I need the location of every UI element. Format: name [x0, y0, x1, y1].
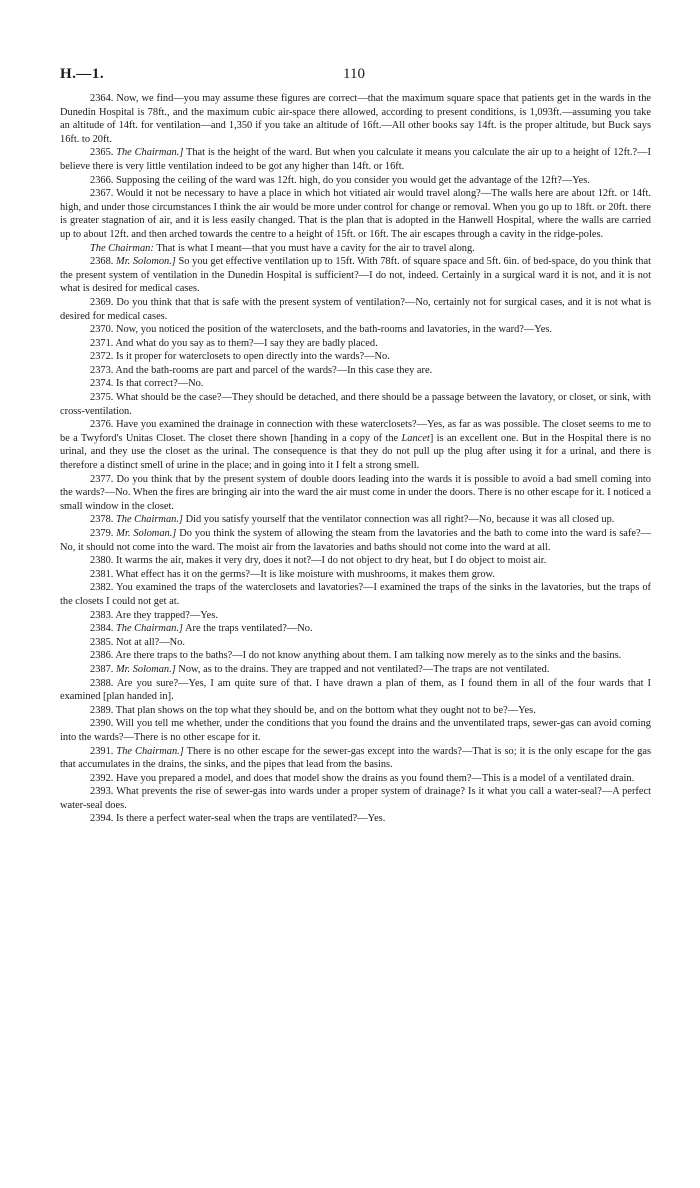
paragraph-text: 2374. Is that correct?—No.: [90, 378, 204, 390]
paragraph-text: 2364. Now, we find—you may assume these figures are correct—that the maximum square space that patients get in the wards in the Dunedin Hospital is 78ft., and the maximum cubic air-space there allowed, according to present conditions, is 1,093ft.—assuming you take an altitude of 14ft. for ventilation—and 1,350 if you take an altitude of 16ft.—All other books say 14ft. is the proper altitude, but Buck says 16ft. to 20ft.: [60, 93, 651, 145]
paragraph-text: 2386. Are there traps to the baths?—I do not know anything about them. I am talking now merely as to the sinks and the basins.: [90, 650, 622, 662]
paragraph-text: There is no other escape for the sewer-gas except into the wards?—That is so; it is the only escape for the gas that accumulates in the drains, the sinks, and the pipes that lead from the basins.: [60, 745, 651, 771]
paragraph-text: 2389. That plan shows on the top what they should be, and on the bottom what they ought not to be?—Yes.: [90, 704, 536, 716]
paragraph-text: 2383. Are they trapped?—Yes.: [90, 609, 218, 621]
paragraph: [60, 337, 651, 351]
paragraph: [60, 717, 651, 744]
paragraph-text: 2382. You examined the traps of the waterclosets and lavatories?—I examined the traps of the sinks in the lavatories, but the traps of the closets I could not get at.: [60, 582, 651, 607]
paragraph-text: ] is an excellent one. But in the Hospital there is no urinal, and they use the closet as the urinal. The consequence is that they do not pull up the plug after using it for a urinal, and there is therefore a distinct smell of urine in the place; and in going into it I felt a strong smell.: [60, 432, 651, 472]
paragraph: [60, 377, 651, 391]
paragraph: [60, 473, 651, 514]
paragraph-text: 2375. What should be the case?—They should be detached, and there should be a passage between the lavatory, or closet, or sink, with cross-ventilation.: [60, 392, 651, 417]
paragraph-text: 2373. And the bath-rooms are part and parcel of the wards?—In this case they are.: [90, 364, 433, 376]
paragraph: [60, 554, 651, 568]
italic-title: Lancet: [401, 432, 430, 444]
page-header: [60, 0, 651, 92]
speaker-name: Mr. Soloman.]: [116, 663, 176, 675]
speaker-name: The Chairman.]: [116, 623, 183, 635]
document-code: H.—1.: [60, 66, 105, 82]
paragraph: [60, 187, 651, 241]
paragraph-text: 2392. Have you prepared a model, and does that model show the drains as you found them?—This is a model of a ventilated drain.: [90, 772, 635, 784]
paragraph: [60, 785, 651, 812]
question-number: 2391.: [90, 745, 114, 757]
paragraph: [60, 636, 651, 650]
paragraph: [60, 350, 651, 364]
paragraph-text: 2385. Not at all?—No.: [90, 636, 185, 648]
paragraph-text: 2381. What effect has it on the germs?—It is like moisture with mushrooms, it makes them grow.: [90, 568, 495, 580]
paragraph: [60, 527, 651, 554]
page-number: 110: [343, 66, 365, 82]
paragraph: [60, 677, 651, 704]
question-number: 2368.: [90, 256, 114, 268]
paragraph: [60, 364, 651, 378]
paragraph: [60, 323, 651, 337]
paragraph-text: 2372. Is it proper for waterclosets to open directly into the wards?—No.: [90, 351, 390, 363]
paragraph-text: 2371. And what do you say as to them?—I say they are badly placed.: [90, 337, 378, 349]
paragraph: [60, 622, 651, 636]
paragraph: [60, 242, 651, 256]
paragraph: [60, 146, 651, 173]
paragraph-text: 2394. Is there a perfect water-seal when the traps are ventilated?—Yes.: [90, 813, 386, 825]
document-body: [60, 92, 651, 826]
paragraph: [60, 581, 651, 608]
paragraph: [60, 663, 651, 677]
paragraph-text: Now, as to the drains. They are trapped and not ventilated?—The traps are not ventilated.: [175, 663, 550, 675]
paragraph: [60, 812, 651, 826]
question-number: 2365.: [90, 147, 114, 159]
question-number: 2378.: [90, 514, 114, 526]
paragraph-text: 2390. Will you tell me whether, under the conditions that you found the drains and the unventilated traps, sewer-gas can avoid coming into the wards?—There is no other escape for it.: [60, 718, 651, 743]
paragraph-text: 2393. What prevents the rise of sewer-gas into wards under a proper system of drainage? Is it what you call a water-seal?—A perfect water-seal does.: [60, 786, 651, 811]
paragraph: [60, 391, 651, 418]
speaker-name: The Chairman.]: [116, 147, 184, 159]
paragraph-text: 2380. It warms the air, makes it very dry, does it not?—I do not object to dry heat, but I do object to moist air.: [90, 555, 547, 567]
paragraph: [60, 255, 651, 296]
paragraph-text: 2376. Have you examined the drainage in connection with these waterclosets?—Yes, as far as was possible. The closet seems to me to be a Twyford's Unitas Closet. The closet there shown [handing in a copy of the: [60, 419, 651, 444]
speaker-name: The Chairman.]: [116, 514, 183, 526]
paragraph-text: Do you think the system of allowing the steam from the lavatories and the bath to come into the ward is safe?—No, it should not come into the ward. The moist air from the lavatories and baths should not come into the ward at all.: [60, 528, 651, 553]
speaker-name: The Chairman.]: [116, 745, 184, 757]
paragraph: [60, 92, 651, 146]
paragraph-text: That is what I meant—that you must have a cavity for the air to travel along.: [153, 242, 475, 254]
paragraph-text: 2377. Do you think that by the present system of double doors leading into the wards it is possible to avoid a bad smell coming into the wards?—No. When the fires are bringing air into the ward the air must come in under the doors. There is no other escape for it. I noticed a small window in the closet.: [60, 473, 651, 512]
question-number: 2384.: [90, 623, 114, 635]
paragraph: [60, 704, 651, 718]
paragraph: [60, 772, 651, 786]
paragraph: [60, 745, 651, 772]
speaker-name: Mr. Soloman.]: [116, 528, 177, 539]
paragraph-text: That is the height of the ward. But when you calculate it means you calculate the air up to a height of 12ft.?—I believe there is very little ventilation indeed to be got any higher than 14ft. or 16ft.: [60, 147, 651, 172]
question-number: 2379.: [90, 528, 114, 539]
paragraph-text: So you get effective ventilation up to 15ft. With 78ft. of square space and 5ft. 6in. of bed-space, do you think that the present system of ventilation in the Dunedin Hospital is sufficient?—I do not, indeed. Certainly in a surgical ward it is not, and it is not what is desired for medical cases.: [60, 256, 651, 295]
paragraph: [60, 609, 651, 623]
speaker-name: The Chairman:: [90, 242, 154, 254]
paragraph-text: 2367. Would it not be necessary to have a place in which hot vitiated air would travel along?—The walls here are about 12ft. or 14ft. high, and under those circumstances I think the air would be more under control for change or removal. When you go up to 18ft. or 20ft. there is greater stagnation of air, and it is less easily changed. That is the plan that is adopted in the Hanwell Hospital, where the walls are carried up to about 12ft. and then arched towards the centre to a height of 15ft. or 16ft. The air escapes through a cavity in the ridge-poles.: [60, 188, 651, 240]
paragraph-text: 2366. Supposing the ceiling of the ward was 12ft. high, do you consider you would get the advantage of the 12ft?—Yes.: [90, 174, 590, 186]
paragraph-text: 2369. Do you think that that is safe with the present system of ventilation?—No, certainly not for surgical cases, and it is not what is desired for medical cases.: [60, 296, 651, 322]
paragraph: [60, 418, 651, 472]
paragraph-text: Are the traps ventilated?—No.: [182, 623, 313, 635]
paragraph: [60, 513, 651, 527]
paragraph: [60, 649, 651, 663]
question-number: 2387.: [90, 663, 114, 675]
paragraph: [60, 296, 651, 323]
paragraph-text: 2388. Are you sure?—Yes, I am quite sure of that. I have drawn a plan of them, as I found them in all of the four wards that I examined [plan handed in].: [60, 677, 651, 703]
paragraph: [60, 568, 651, 582]
paragraph-text: Did you satisfy yourself that the ventilator connection was all right?—No, because it was all closed up.: [182, 514, 615, 526]
speaker-name: Mr. Solomon.]: [116, 256, 176, 268]
paragraph-text: 2370. Now, you noticed the position of the waterclosets, and the bath-rooms and lavatories, in the ward?—Yes.: [90, 324, 552, 336]
paragraph: [60, 174, 651, 188]
